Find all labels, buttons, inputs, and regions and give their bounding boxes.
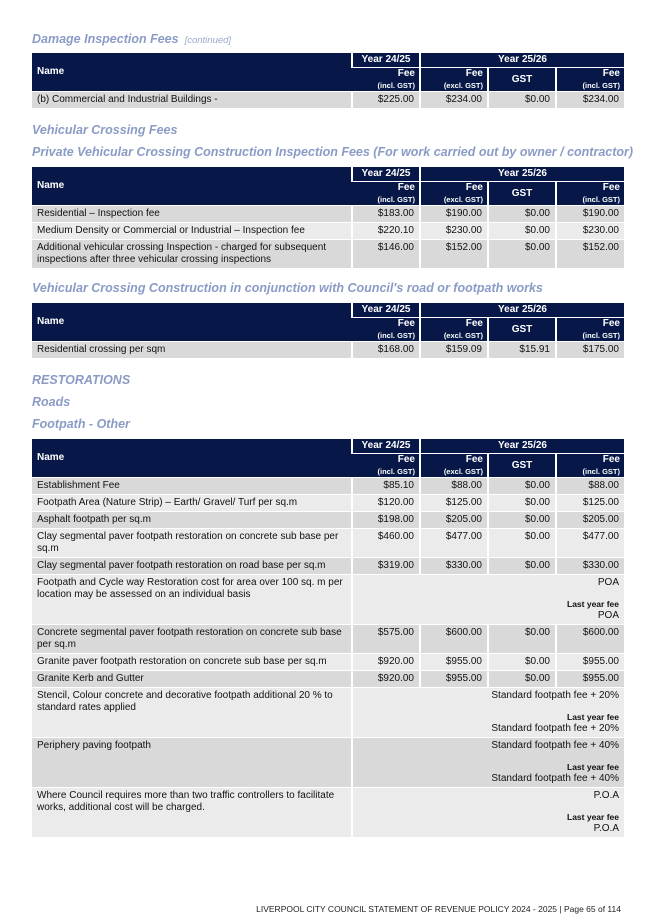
fee-prev-incl-gst: $460.00 <box>352 529 420 558</box>
column-note-incl-gst-prev: (incl. GST) <box>352 194 420 206</box>
table-row <box>32 575 624 625</box>
row-name: Concrete segmental paver footpath restoration on concrete sub base per sq.m <box>32 625 352 654</box>
fee-excl-gst: $159.09 <box>420 342 488 359</box>
header-row-years <box>32 439 624 454</box>
column-header-fee-prev: Fee <box>352 318 420 331</box>
fee-prev-incl-gst: $120.00 <box>352 495 420 512</box>
fee-incl-gst: $152.00 <box>556 240 624 269</box>
table-row <box>32 688 624 738</box>
table-row <box>32 738 624 788</box>
gst-amount: $0.00 <box>488 625 556 654</box>
current-fee: Standard footpath fee + 40% <box>491 740 619 751</box>
row-name: Additional vehicular crossing Inspection - charged for subsequent inspections after three vehicular crossing inspections <box>32 240 352 269</box>
fee-incl-gst: $88.00 <box>556 478 624 495</box>
row-fee-special <box>352 788 624 838</box>
fee-incl-gst: $600.00 <box>556 625 624 654</box>
row-fee-special <box>352 575 624 625</box>
row-name: Residential – Inspection fee <box>32 206 352 223</box>
fee-excl-gst: $152.00 <box>420 240 488 269</box>
page-footer: LIVERPOOL CITY COUNCIL STATEMENT OF REVENUE POLICY 2024 - 2025 | Page 65 of 114 <box>256 904 621 914</box>
fee-prev-incl-gst: $319.00 <box>352 558 420 575</box>
fee-prev-incl-gst: $85.10 <box>352 478 420 495</box>
fee-prev-incl-gst: $225.00 <box>352 92 420 109</box>
last-year-fee: Standard footpath fee + 20% <box>491 723 619 734</box>
gst-amount: $0.00 <box>488 512 556 529</box>
row-fee-special <box>352 688 624 738</box>
row-name: Where Council requires more than two traffic controllers to facilitate works, additional cost will be charged. <box>32 788 352 838</box>
column-note-incl-gst-prev: (incl. GST) <box>352 80 420 92</box>
fee-excl-gst: $205.00 <box>420 512 488 529</box>
fee-prev-incl-gst: $146.00 <box>352 240 420 269</box>
last-year-fee: Standard footpath fee + 40% <box>491 773 619 784</box>
column-header-fee-excl: Fee <box>420 182 488 195</box>
row-name: Establishment Fee <box>32 478 352 495</box>
column-header-year-2425: Year 24/25 <box>352 53 420 68</box>
gst-amount: $0.00 <box>488 671 556 688</box>
column-header-fee-prev: Fee <box>352 454 420 467</box>
header-row-years <box>32 303 624 318</box>
fee-incl-gst: $234.00 <box>556 92 624 109</box>
gst-amount: $0.00 <box>488 478 556 495</box>
last-year-fee: POA <box>597 610 619 621</box>
header-row-years <box>32 167 624 182</box>
fee-excl-gst: $88.00 <box>420 478 488 495</box>
table-row <box>32 92 624 109</box>
gst-amount: $0.00 <box>488 558 556 575</box>
row-name: Granite Kerb and Gutter <box>32 671 352 688</box>
column-header-gst: GST <box>488 182 556 206</box>
gst-amount: $0.00 <box>488 92 556 109</box>
fee-incl-gst: $955.00 <box>556 654 624 671</box>
fee-incl-gst: $330.00 <box>556 558 624 575</box>
fee-excl-gst: $190.00 <box>420 206 488 223</box>
column-header-name: Name <box>32 53 352 92</box>
row-fee-special <box>352 738 624 788</box>
table-row <box>32 625 624 654</box>
row-name: (b) Commercial and Industrial Buildings - <box>32 92 352 109</box>
fee-table-private-crossing <box>32 167 624 268</box>
section-heading-damage-inspection: Damage Inspection Fees [continued] <box>32 32 232 46</box>
table-row <box>32 342 624 359</box>
table-row <box>32 671 624 688</box>
fee-table-footpath-other <box>32 439 624 837</box>
gst-amount: $0.00 <box>488 654 556 671</box>
subsection-heading-private-crossing: Private Vehicular Crossing Construction Inspection Fees (For work carried out by owner / contractor) <box>32 145 634 159</box>
column-header-year-2526: Year 25/26 <box>420 53 624 68</box>
current-fee: P.O.A <box>593 790 619 801</box>
gst-amount: $0.00 <box>488 529 556 558</box>
column-header-year-2425: Year 24/25 <box>352 303 420 318</box>
fee-prev-incl-gst: $220.10 <box>352 223 420 240</box>
subsection-heading-roads: Roads <box>32 395 71 409</box>
table-row <box>32 240 624 269</box>
row-name: Stencil, Colour concrete and decorative footpath additional 20 % to standard rates applied <box>32 688 352 738</box>
column-header-fee-incl: Fee <box>556 318 624 331</box>
column-header-fee-prev: Fee <box>352 182 420 195</box>
fee-excl-gst: $955.00 <box>420 671 488 688</box>
fee-table-crossing-construction <box>32 303 624 358</box>
gst-amount: $15.91 <box>488 342 556 359</box>
row-name: Clay segmental paver footpath restoration on concrete sub base per sq.m <box>32 529 352 558</box>
fee-excl-gst: $230.00 <box>420 223 488 240</box>
column-note-incl-gst-prev: (incl. GST) <box>352 330 420 342</box>
gst-amount: $0.00 <box>488 223 556 240</box>
table-row <box>32 558 624 575</box>
row-name: Clay segmental paver footpath restoration on road base per sq.m <box>32 558 352 575</box>
gst-amount: $0.00 <box>488 240 556 269</box>
table-row <box>32 654 624 671</box>
fee-prev-incl-gst: $575.00 <box>352 625 420 654</box>
row-name: Footpath and Cycle way Restoration cost for area over 100 sq. m per location may be assessed on an individual basis <box>32 575 352 625</box>
table-row <box>32 788 624 838</box>
table-row <box>32 206 624 223</box>
column-header-name: Name <box>32 439 352 478</box>
fee-incl-gst: $230.00 <box>556 223 624 240</box>
column-note-excl-gst: (excl. GST) <box>420 80 488 92</box>
column-header-year-2526: Year 25/26 <box>420 303 624 318</box>
row-name: Asphalt footpath per sq.m <box>32 512 352 529</box>
column-header-fee-excl: Fee <box>420 454 488 467</box>
last-year-fee-label: Last year fee <box>567 712 619 722</box>
row-name: Footpath Area (Nature Strip) – Earth/ Gravel/ Turf per sq.m <box>32 495 352 512</box>
row-name: Medium Density or Commercial or Industrial – Inspection fee <box>32 223 352 240</box>
fee-excl-gst: $600.00 <box>420 625 488 654</box>
section-heading-restorations: RESTORATIONS <box>32 373 131 387</box>
last-year-fee-label: Last year fee <box>567 599 619 609</box>
fee-incl-gst: $955.00 <box>556 671 624 688</box>
last-year-fee: P.O.A <box>593 823 619 834</box>
fee-incl-gst: $205.00 <box>556 512 624 529</box>
continued-label: [continued] <box>184 35 232 46</box>
last-year-fee-label: Last year fee <box>567 812 619 822</box>
table-row <box>32 478 624 495</box>
section-heading-vehicular-crossing: Vehicular Crossing Fees <box>32 123 178 137</box>
column-note-excl-gst: (excl. GST) <box>420 194 488 206</box>
column-header-name: Name <box>32 167 352 206</box>
row-name: Residential crossing per sqm <box>32 342 352 359</box>
table-row <box>32 529 624 558</box>
fee-table-damage-inspection <box>32 53 624 108</box>
table-row <box>32 495 624 512</box>
column-header-gst: GST <box>488 318 556 342</box>
column-header-fee-incl: Fee <box>556 182 624 195</box>
column-header-name: Name <box>32 303 352 342</box>
current-fee: Standard footpath fee + 20% <box>491 690 619 701</box>
fee-incl-gst: $125.00 <box>556 495 624 512</box>
column-header-fee-prev: Fee <box>352 68 420 81</box>
column-note-incl-gst: (incl. GST) <box>556 330 624 342</box>
fee-excl-gst: $955.00 <box>420 654 488 671</box>
fee-prev-incl-gst: $920.00 <box>352 671 420 688</box>
fee-prev-incl-gst: $183.00 <box>352 206 420 223</box>
column-header-gst: GST <box>488 454 556 478</box>
fee-incl-gst: $175.00 <box>556 342 624 359</box>
column-header-year-2425: Year 24/25 <box>352 167 420 182</box>
column-note-incl-gst-prev: (incl. GST) <box>352 466 420 478</box>
fee-prev-incl-gst: $920.00 <box>352 654 420 671</box>
table-row <box>32 512 624 529</box>
fee-prev-incl-gst: $198.00 <box>352 512 420 529</box>
fee-excl-gst: $477.00 <box>420 529 488 558</box>
column-note-incl-gst: (incl. GST) <box>556 194 624 206</box>
column-note-excl-gst: (excl. GST) <box>420 330 488 342</box>
column-header-fee-excl: Fee <box>420 318 488 331</box>
fee-prev-incl-gst: $168.00 <box>352 342 420 359</box>
fee-excl-gst: $234.00 <box>420 92 488 109</box>
fee-excl-gst: $125.00 <box>420 495 488 512</box>
column-header-fee-incl: Fee <box>556 68 624 81</box>
gst-amount: $0.00 <box>488 206 556 223</box>
subsection-heading-crossing-construction: Vehicular Crossing Construction in conjunction with Council's road or footpath works <box>32 281 543 295</box>
column-header-gst: GST <box>488 68 556 92</box>
column-note-excl-gst: (excl. GST) <box>420 466 488 478</box>
column-header-year-2526: Year 25/26 <box>420 439 624 454</box>
column-header-year-2526: Year 25/26 <box>420 167 624 182</box>
column-header-fee-excl: Fee <box>420 68 488 81</box>
fee-excl-gst: $330.00 <box>420 558 488 575</box>
table-row <box>32 223 624 240</box>
column-header-fee-incl: Fee <box>556 454 624 467</box>
fee-incl-gst: $477.00 <box>556 529 624 558</box>
row-name: Periphery paving footpath <box>32 738 352 788</box>
header-row-years <box>32 53 624 68</box>
fee-incl-gst: $190.00 <box>556 206 624 223</box>
last-year-fee-label: Last year fee <box>567 762 619 772</box>
current-fee: POA <box>597 577 619 588</box>
column-header-year-2425: Year 24/25 <box>352 439 420 454</box>
subsection-heading-footpath-other: Footpath - Other <box>32 417 130 431</box>
column-note-incl-gst: (incl. GST) <box>556 80 624 92</box>
gst-amount: $0.00 <box>488 495 556 512</box>
row-name: Granite paver footpath restoration on concrete sub base per sq.m <box>32 654 352 671</box>
column-note-incl-gst: (incl. GST) <box>556 466 624 478</box>
